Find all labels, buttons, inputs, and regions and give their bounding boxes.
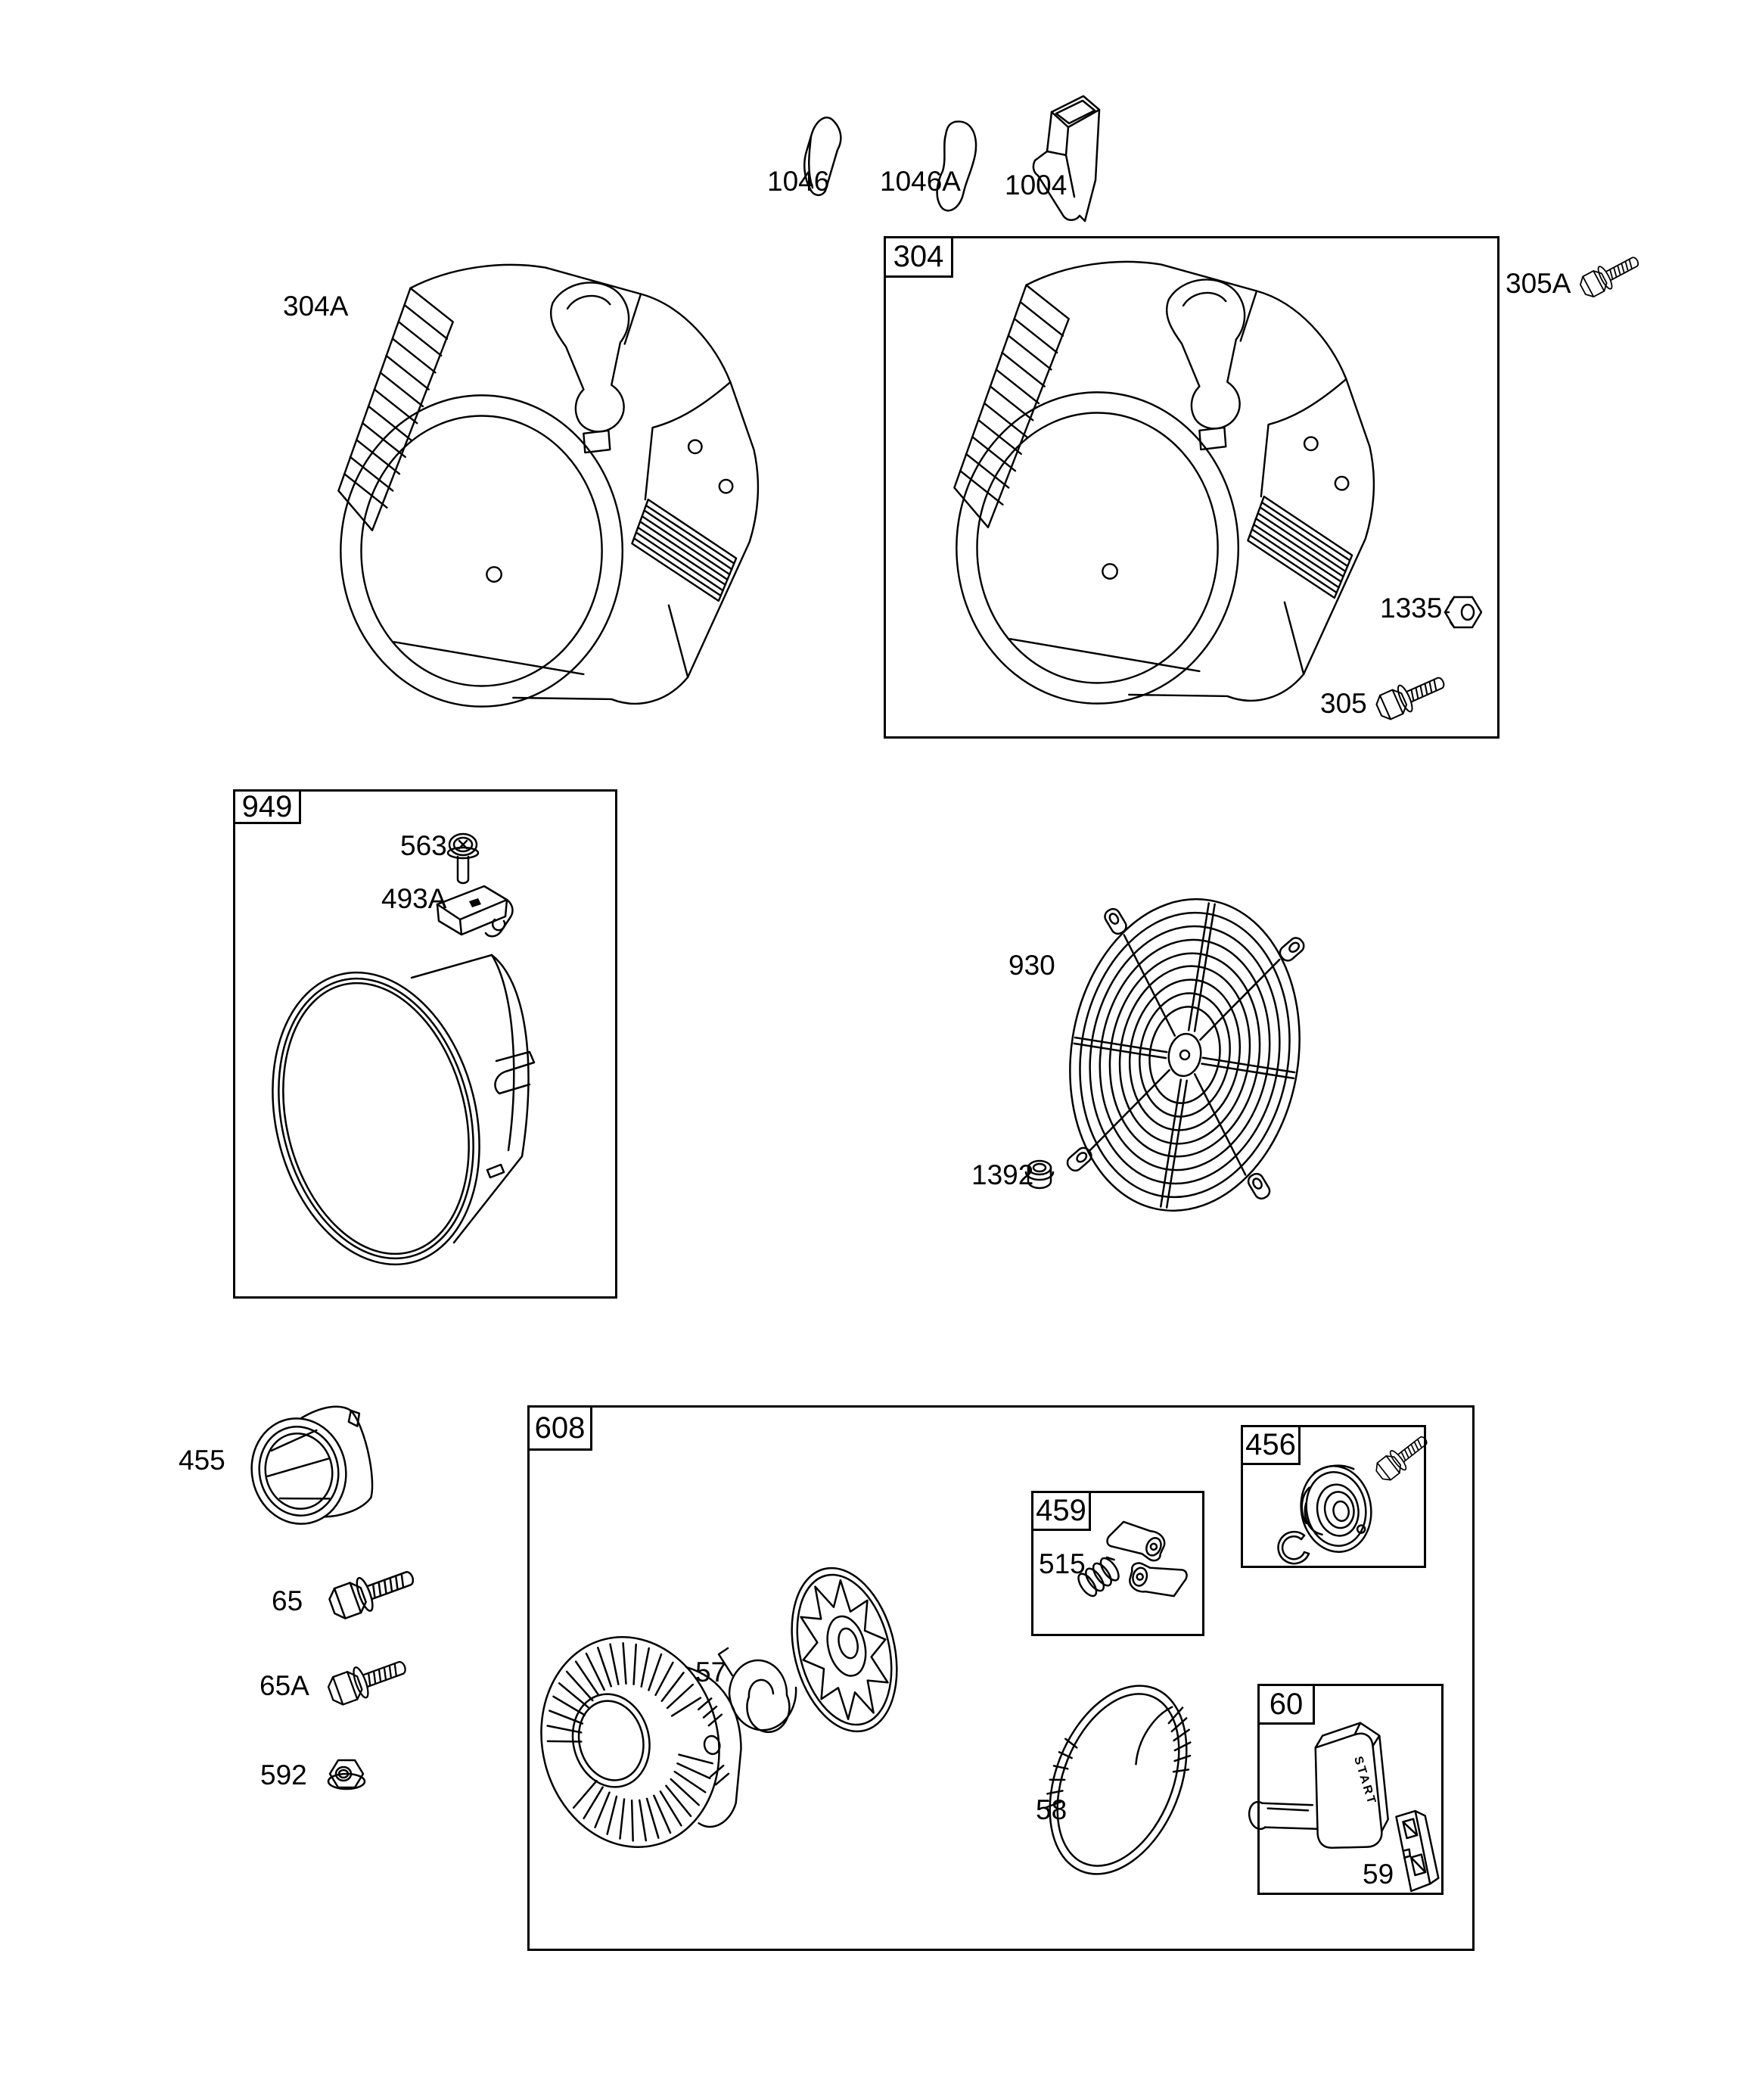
flange-nut-592-drawing bbox=[328, 1760, 365, 1789]
part-label-563: 563 bbox=[400, 830, 447, 861]
ref-box-60-number: 60 bbox=[1269, 1687, 1304, 1721]
part-label-1046a: 1046A bbox=[880, 166, 961, 197]
ref-box-304-number: 304 bbox=[893, 240, 944, 273]
ref-box-608-number: 608 bbox=[534, 1411, 586, 1445]
part-label-65a: 65A bbox=[259, 1670, 309, 1701]
part-label-58: 58 bbox=[1036, 1794, 1068, 1825]
part-label-1004: 1004 bbox=[1005, 170, 1068, 201]
part-label-493a: 493A bbox=[381, 883, 447, 914]
screw-305a-drawing bbox=[1577, 250, 1643, 300]
ref-box-608-tag bbox=[527, 1405, 592, 1451]
ref-box-304-tag bbox=[884, 236, 953, 278]
cup-455-drawing bbox=[241, 1402, 380, 1533]
part-label-592: 592 bbox=[260, 1759, 307, 1790]
part-label-455: 455 bbox=[179, 1445, 225, 1476]
start-handle-text: START bbox=[1351, 1754, 1378, 1808]
ref-box-949-number: 949 bbox=[241, 789, 293, 823]
ref-box-60-tag bbox=[1257, 1684, 1315, 1725]
ref-box-459-tag bbox=[1031, 1491, 1091, 1531]
part-label-1046: 1046 bbox=[767, 166, 830, 197]
ref-box-459-number: 459 bbox=[1036, 1494, 1086, 1527]
bolt-65a-drawing bbox=[325, 1651, 410, 1708]
part-label-515: 515 bbox=[1039, 1548, 1086, 1579]
ref-box-60 bbox=[1257, 1684, 1444, 1895]
part-label-65: 65 bbox=[272, 1585, 303, 1616]
part-label-930: 930 bbox=[1008, 950, 1055, 981]
fan-guard-930-drawing bbox=[1048, 882, 1321, 1227]
part-label-1392: 1392 bbox=[971, 1159, 1034, 1190]
ref-box-456-tag bbox=[1241, 1425, 1301, 1465]
part-label-59: 59 bbox=[1363, 1859, 1394, 1890]
part-label-305a: 305A bbox=[1506, 268, 1571, 299]
chute-part-1004-drawing bbox=[1033, 96, 1099, 221]
ref-box-949-tag bbox=[233, 789, 301, 824]
ref-box-456 bbox=[1241, 1425, 1426, 1568]
part-label-305: 305 bbox=[1320, 688, 1367, 719]
blower-housing-304a-drawing bbox=[338, 265, 758, 707]
part-label-1335: 1335 bbox=[1380, 593, 1443, 624]
ref-box-456-number: 456 bbox=[1245, 1428, 1296, 1461]
bolt-65-drawing bbox=[326, 1560, 418, 1622]
part-label-304a: 304A bbox=[283, 291, 349, 322]
part-label-57: 57 bbox=[695, 1657, 727, 1688]
ref-box-304 bbox=[884, 236, 1500, 739]
ref-box-949 bbox=[233, 789, 617, 1299]
